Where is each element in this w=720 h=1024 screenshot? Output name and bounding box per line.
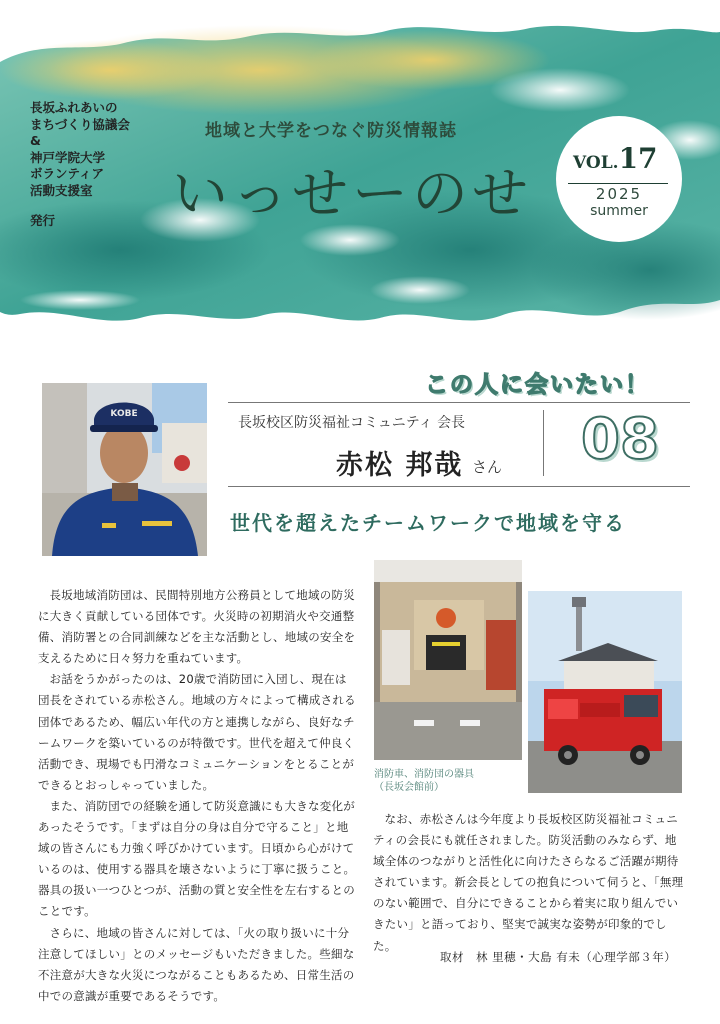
section-title: この人に会いたい！ [425, 372, 650, 398]
name-box-top-rule [228, 402, 690, 403]
volume-prefix: VOL. [573, 153, 619, 173]
article-headline: 世代を超えたチームワークで地域を守る [230, 511, 626, 535]
publisher-line: 長坂ふれあいの [30, 100, 118, 115]
photo-caption [374, 768, 524, 794]
name-box-divider [543, 410, 544, 476]
volume-badge [556, 116, 682, 242]
series-number: 08 [581, 407, 659, 472]
publisher-line: 神戸学院大学 [30, 149, 106, 165]
article-paragraph: お話をうかがったのは、20歳で消防団に入団し、現在は団長をされている赤松さん。地域の方々によって構成される団体であるため、幅広い年代の方と連携しながら、良好なチームワークを築いているのが特徴です。世代を超えて仲良く活動でき、現場でも円滑なコミュニケーションをとることができるとおっしゃっていました。 [38, 672, 356, 792]
publisher-line: ボランティア [30, 166, 105, 181]
name-box-bottom-rule [228, 486, 690, 487]
publisher-line: & [30, 133, 41, 148]
volume-number: 17 [618, 142, 658, 175]
cap-lettering: KOBE [110, 409, 138, 419]
publisher-line: 活動支援室 [30, 182, 93, 198]
equipment-storage-photo [374, 560, 522, 760]
publisher-block [30, 100, 170, 230]
name-honorific: さん [472, 458, 503, 476]
fire-truck-photo [528, 591, 682, 793]
interviewee-name: 赤松 邦哉 [336, 450, 464, 481]
photo-caption-line: 消防車、消防団の器具 [374, 769, 474, 780]
article-paragraph: 長坂地域消防団は、民間特別地方公務員として地域の防災に大きく貢献している団体です。火災時の初期消火や交通整備、消防署との合同訓練などを主な活動とし、地域の安全を支えるために日々努力を重ねています。 [38, 588, 356, 666]
issue-season: summer [590, 203, 648, 219]
article-paragraph: さらに、地域の皆さんに対しては、「火の取り扱いに十分注意してほしい」とのメッセージもいただきました。些細な不注意が大きな火災につながることもあるため、日常生活の中での意識が重要であるそうです。 [38, 925, 355, 1003]
volume-divider [568, 183, 668, 184]
interviewee-role: 長坂校区防災福祉コミュニティ 会長 [238, 415, 466, 431]
issued-label: 発行 [30, 213, 56, 228]
article-paragraph: また、消防団での経験を通して防災意識にも大きな変化があったそうです。「まずは自分の身は自分で守ること」と地域の皆さんにも力強く呼びかけています。日頃から心がけているのは、使用する器具を壊さないように丁寧に扱うこと。器具の扱い一つひとつが、活動の質と安全性を左右するとのことです。 [38, 798, 356, 919]
photo-caption-line: （長坂会館前） [374, 782, 444, 793]
magazine-title: いっせーのせ [172, 162, 532, 227]
portrait-photo [42, 383, 207, 556]
article-column-left [38, 585, 358, 1007]
article-column-right [373, 809, 685, 957]
volume-label [573, 142, 673, 175]
magazine-tagline: 地域と大学をつなぐ防災情報誌 [205, 121, 457, 141]
publisher-line: まちづくり協議会 [30, 116, 130, 132]
article-paragraph: なお、赤松さんは今年度より長坂校区防災福祉コミュニティの会長にも就任されました。防災活動のみならず、地域全体のつながりと活性化に向けたさらなるご活躍が期待されています。新会長としての抱負について伺うと、「無理のない範囲で、自分にできることから着実に取り組んでいきたい」と語っており、堅実で誠実な姿勢が印象的でした。 [373, 812, 684, 953]
interview-credit: 取材 林 里穂・大島 有未（心理学部３年） [440, 950, 677, 964]
issue-year: 2025 [595, 185, 643, 203]
